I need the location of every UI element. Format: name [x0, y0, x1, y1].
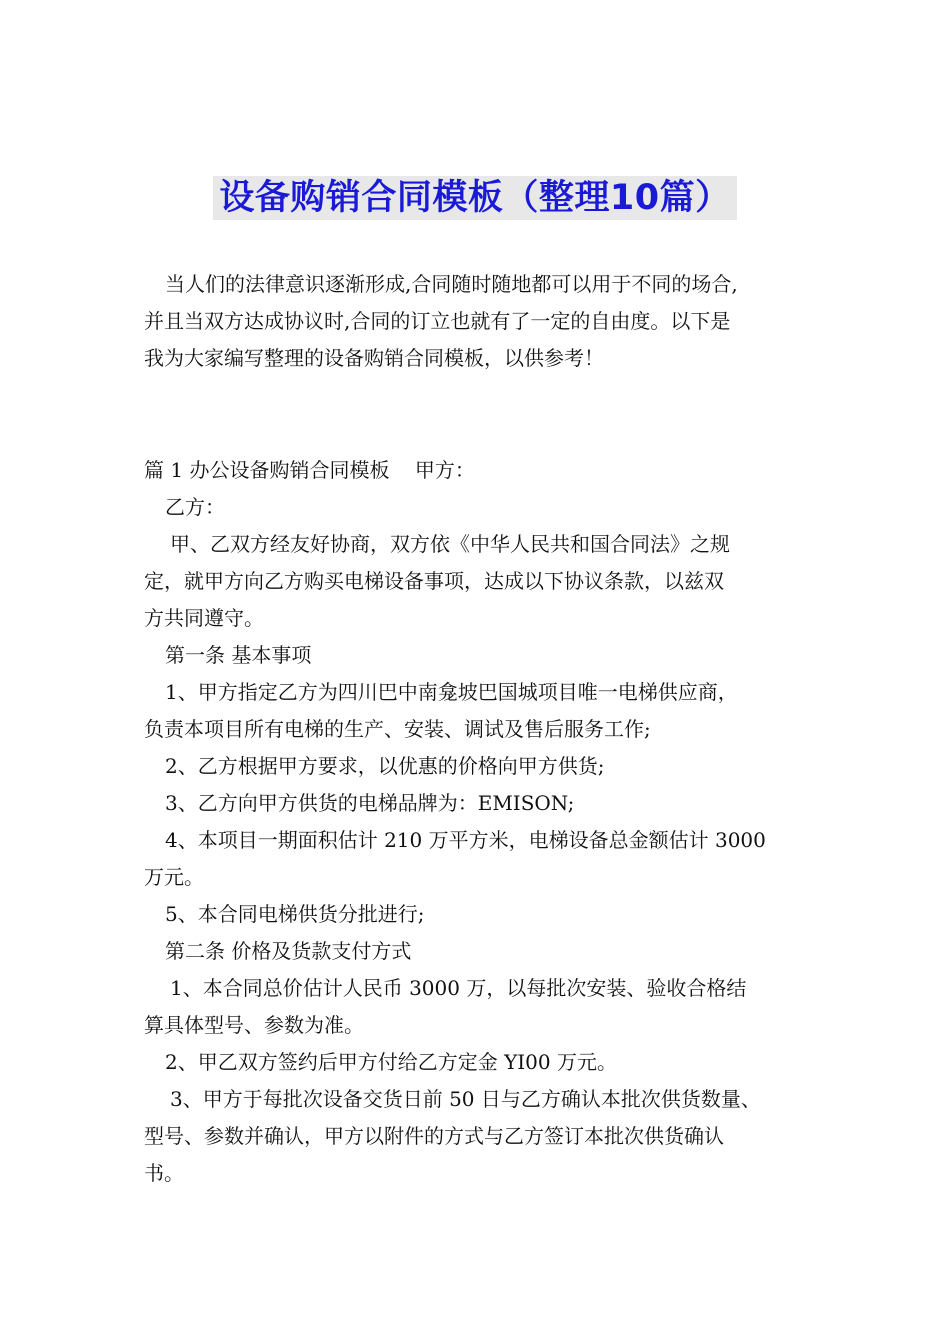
- clause-line: 3、甲方于每批次设备交货日前 50 日与乙方确认本批次供货数量、: [170, 1087, 761, 1111]
- paragraph-line: 定，就甲方向乙方购买电梯设备事项，达成以下协议条款，以兹双: [144, 569, 724, 593]
- intro-paragraph: [144, 266, 810, 377]
- intro-line: 当人们的法律意识逐渐形成,合同随时随地都可以用于不同的场合,: [165, 272, 738, 296]
- clause-line: 负责本项目所有电梯的生产、安装、调试及售后服务工作;: [144, 717, 651, 741]
- paragraph-line: 甲、乙双方经友好协商，双方依《中华人民共和国合同法》之规: [170, 532, 730, 556]
- section-title: 第二条 价格及货款支付方式: [165, 939, 412, 963]
- clause-line: 万元。: [144, 865, 204, 889]
- clause-line: 4、本项目一期面积估计 210 万平方米，电梯设备总金额估计 3000: [165, 828, 766, 852]
- article-body: [144, 452, 810, 1192]
- intro-line: 并且当双方达成协议时,合同的订立也就有了一定的自由度。以下是: [144, 309, 731, 333]
- clause-line: 2、甲乙双方签约后甲方付给乙方定金 YI00 万元。: [165, 1050, 617, 1074]
- section-title: 第一条 基本事项: [165, 643, 312, 667]
- clause-line: 型号、参数并确认，甲方以附件的方式与乙方签订本批次供货确认: [144, 1124, 724, 1148]
- paragraph-line: 方共同遵守。: [144, 606, 264, 630]
- clause-line: 1、本合同总价估计人民币 3000 万，以每批次安装、验收合格结: [170, 976, 747, 1000]
- title-container: [0, 176, 950, 220]
- party-b-label: 乙方：: [165, 495, 225, 519]
- document-title: 设备购销合同模板（整理10篇）: [213, 176, 736, 220]
- intro-line: 我为大家编写整理的设备购销合同模板，以供参考！: [144, 346, 604, 370]
- clause-line: 2、乙方根据甲方要求，以优惠的价格向甲方供货;: [165, 754, 605, 778]
- clause-line: 3、乙方向甲方供货的电梯品牌为：EMISON;: [165, 791, 575, 815]
- clause-line: 书。: [144, 1161, 184, 1185]
- clause-line: 算具体型号、参数为准。: [144, 1013, 364, 1037]
- clause-line: 5、本合同电梯供货分批进行;: [165, 902, 425, 926]
- article-heading: 篇 1 办公设备购销合同模板 甲方：: [144, 458, 475, 482]
- clause-line: 1、甲方指定乙方为四川巴中南龛坡巴国城项目唯一电梯供应商，: [165, 680, 738, 704]
